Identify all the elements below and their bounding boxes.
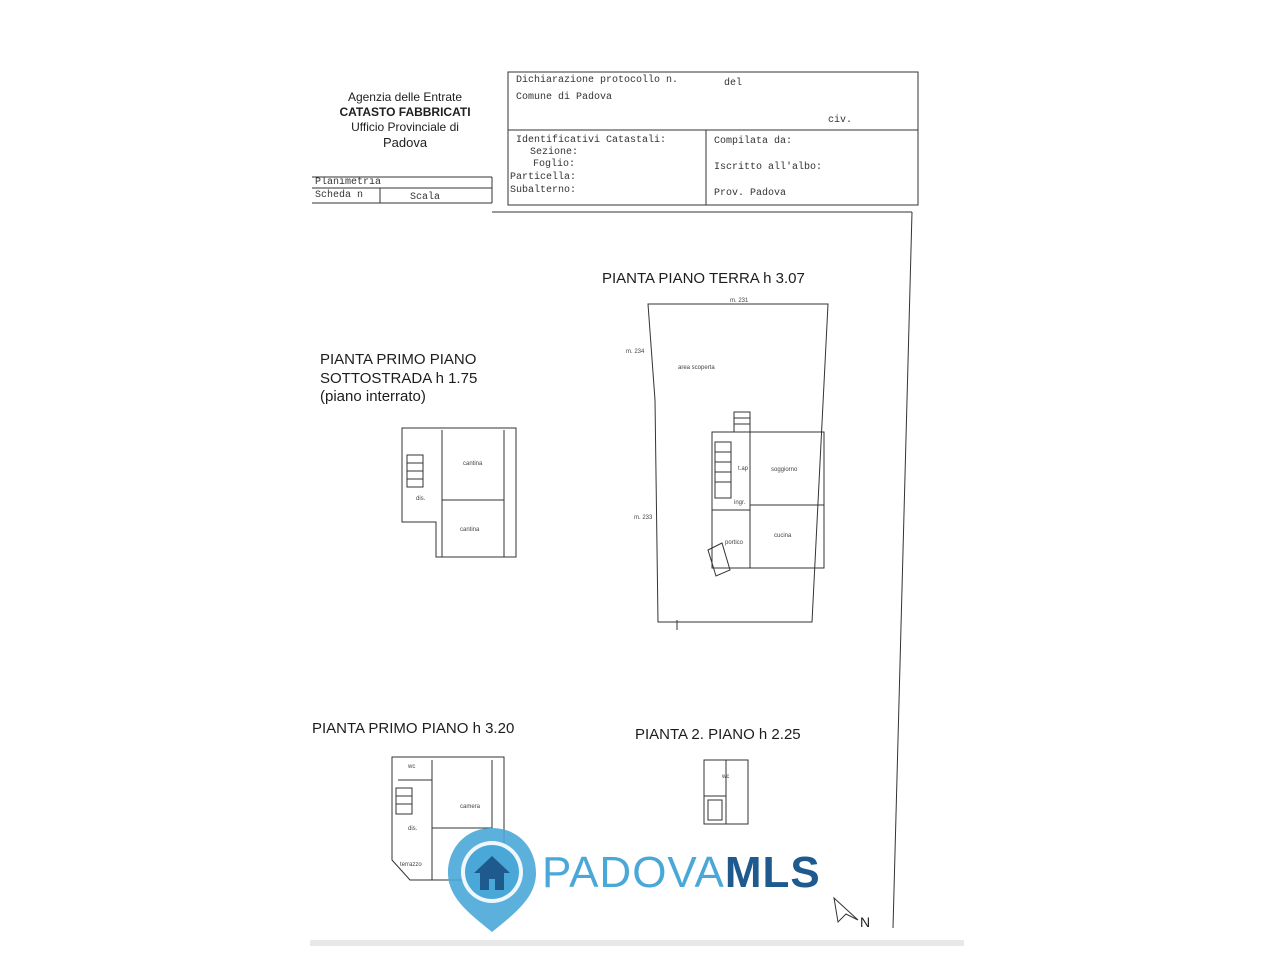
sottostrada-title-3: (piano interrato) <box>320 388 426 405</box>
tap-label: t.ap <box>738 466 749 472</box>
camera-label: camera <box>460 804 481 810</box>
piano-terra-title: PIANTA PIANO TERRA h 3.07 <box>602 270 805 287</box>
catasto-title: CATASTO FABBRICATI <box>339 105 471 119</box>
wc-label-2: wc <box>722 774 730 780</box>
sezione-label: Sezione: <box>530 147 579 158</box>
logo-text-light: PADOVA <box>542 848 725 897</box>
scheda-label: Scheda n <box>315 190 364 201</box>
portico-label: portico <box>725 540 744 546</box>
foglio-label: Foglio: <box>533 159 576 170</box>
comune-label: Comune di Padova <box>516 92 613 103</box>
ufficio-label: Ufficio Provinciale di <box>351 120 459 134</box>
area-scoperta-label: area scoperta <box>678 365 715 371</box>
wc-label-1: wc <box>408 764 416 770</box>
cucina-label: cucina <box>774 533 792 539</box>
soggiorno-label: soggiorno <box>771 467 798 473</box>
padovamls-pin-icon <box>448 828 536 932</box>
civ-label: civ. <box>828 115 853 126</box>
agency-block <box>330 90 480 150</box>
sottostrada-title-1: PIANTA PRIMO PIANO <box>320 351 477 368</box>
compilata-label: Compilata da: <box>714 136 793 147</box>
ingresso-label: ingr. <box>734 500 746 506</box>
particella-label: Particella: <box>510 172 577 183</box>
logo-text-bold: MLS <box>724 848 821 897</box>
disimpegno-label-2: dis. <box>408 826 418 832</box>
lot-label-m233: m. 233 <box>634 515 653 521</box>
cantina-label-1: cantina <box>463 461 483 467</box>
terrazzo-label: terrazzo <box>400 862 422 868</box>
sottostrada-title-2: SOTTOSTRADA h 1.75 <box>320 370 478 387</box>
secondo-piano-title: PIANTA 2. PIANO h 2.25 <box>635 726 801 743</box>
primo-piano-title: PIANTA PRIMO PIANO h 3.20 <box>312 720 515 737</box>
cantina-label-2: cantina <box>460 527 480 533</box>
identificativi-label: Identificativi Catastali: <box>516 135 667 146</box>
scala-label: Scala <box>410 192 441 203</box>
planimetria-label: Planimetria <box>315 177 382 188</box>
del-label: del <box>724 78 743 89</box>
lot-label-m231: m. 231 <box>730 298 749 304</box>
subalterno-label: Subalterno: <box>510 185 577 196</box>
dichiarazione-label: Dichiarazione protocollo n. <box>516 75 679 86</box>
prov-label: Prov. Padova <box>714 188 787 199</box>
north-label: N <box>860 914 871 930</box>
city-label: Padova <box>382 135 428 150</box>
disimpegno-label-1: dis. <box>416 496 426 502</box>
padovamls-logo <box>542 848 821 898</box>
lot-label-m234: m. 234 <box>626 349 645 355</box>
agency-name: Agenzia delle Entrate <box>347 90 463 104</box>
iscritto-label: Iscritto all'albo: <box>714 162 823 173</box>
